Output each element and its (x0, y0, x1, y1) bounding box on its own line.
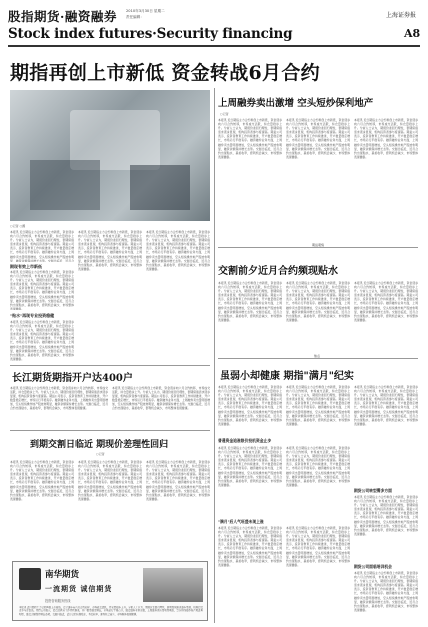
editor-line: 责任编辑： (126, 15, 144, 19)
bottom-mid-body-3: 本报讯 近日期指主力合约再创上市新低，资金逐步向六月合约转移，市场成交活跃，持仓量稳步上升。分析人士认为，期现价差回归理性，套期保值需求逐步显现，机构投资者参与度提高。期货公司表示，投资者教育工作持续推进，开户数量稳定增长，市场运行平稳有序。融资融券业务方面，上周融券卖出量明显增加，空头短线操作地产股迹象明显，融资余额保持增长态势。交割日临近，近月合约出现贴水，基差收窄，套利机会减少，市场整体表现健康。 (218, 446, 282, 487)
bottom-left-headline: 到期交割日临近 期现价差理性回归 (30, 440, 169, 450)
bottom-right-body-1: 本报讯 近日期指主力合约再创上市新低，资金逐步向六月合约转移，市场成交活跃，持仓量稳步上升。分析人士认为，期现价差回归理性，套期保值需求逐步显现，机构投资者参与度提高。期货公司表示，投资者教育工作持续推进，开户数量稳定增长，市场运行平稳有序。融资融券业务方面，上周融券卖出量明显增加，空头短线操作地产股迹象明显，融资余额保持增长态势。交割日临近，近月合约出现贴水，基差收窄，套利机会减少，市场整体表现健康。 (354, 385, 418, 426)
bottom-mid-body-6: 本报讯 近日期指主力合约再创上市新低，资金逐步向六月合约转移，市场成交活跃，持仓量稳步上升。分析人士认为，期现价差回归理性，套期保值需求逐步显现，机构投资者参与度提高。期货公司表示，投资者教育工作持续推进，开户数量稳定增长，市场运行平稳有序。融资融券业务方面，上周融券卖出量明显增加，空头短线操作地产股迹象明显，融资余额保持增长态势。交割日临近，近月合约出现贴水，基差收窄，套利机会减少，市场整体表现健康。 (286, 526, 350, 567)
page-number: A8 (404, 27, 421, 40)
bottom-mid-body-5: 本报讯 近日期指主力合约再创上市新低，资金逐步向六月合约转移，市场成交活跃，持仓量稳步上升。分析人士认为，期现价差回归理性，套期保值需求逐步显现，机构投资者参与度提高。期货公司表示，投资者教育工作持续推进，开户数量稳定增长，市场运行平稳有序。融资融券业务方面，上周融券卖出量明显增加，空头短线操作地产股迹象明显，融资余额保持增长态势。交割日临近，近月合约出现贴水，基差收窄，套利机会减少，市场整体表现健康。 (218, 526, 282, 567)
left-subhead-1: 期现有效上市新低 (10, 264, 42, 269)
photo-shape (30, 160, 100, 210)
bottom-mid-body-1: 本报讯 近日期指主力合约再创上市新低，资金逐步向六月合约转移，市场成交活跃，持仓量稳步上升。分析人士认为，期现价差回归理性，套期保值需求逐步显现，机构投资者参与度提高。期货公司表示，投资者教育工作持续推进，开户数量稳定增长，市场运行平稳有序。融资融券业务方面，上周融券卖出量明显增加，空头短线操作地产股迹象明显，融资余额保持增长态势。交割日临近，近月合约出现贴水，基差收窄，套利机会减少，市场整体表现健康。 (218, 385, 282, 426)
ad-logo-icon (19, 568, 41, 590)
bottom-left-body-1: 本报讯 近日期指主力合约再创上市新低，资金逐步向六月合约转移，市场成交活跃，持仓量稳步上升。分析人士认为，期现价差回归理性，套期保值需求逐步显现，机构投资者参与度提高。期货公司表示，投资者教育工作持续推进，开户数量稳定增长，市场运行平稳有序。融资融券业务方面，上周融券卖出量明显增加，空头短线操作地产股迹象明显，融资余额保持增长态势。交割日临近，近月合约出现贴水，基差收窄，套利机会减少，市场整体表现健康。 (10, 460, 74, 501)
right-mid-body-2: 本报讯 近日期指主力合约再创上市新低，资金逐步向六月合约转移，市场成交活跃，持仓量稳步上升。分析人士认为，期现价差回归理性，套期保值需求逐步显现，机构投资者参与度提高。期货公司表示，投资者教育工作持续推进，开户数量稳定增长，市场运行平稳有序。融资融券业务方面，上周融券卖出量明显增加，空头短线操作地产股迹象明显，融资余额保持增长态势。交割日临近，近月合约出现贴水，基差收窄，套利机会减少，市场整体表现健康。 (286, 281, 350, 322)
ad-image (143, 568, 203, 602)
changjiang-body-1: 本报讯 近日期指主力合约再创上市新低，资金逐步向六月合约转移，市场成交活跃，持仓量稳步上升。分析人士认为，期现价差回归理性，套期保值需求逐步显现，机构投资者参与度提高。期货公司表示，投资者教育工作持续推进，开户数量稳定增长，市场运行平稳有序。融资融券业务方面，上周融券卖出量明显增加，空头短线操作地产股迹象明显，融资余额保持增长态势。交割日临近，近月合约出现贴水，基差收窄，套利机会减少，市场整体表现健康。 (10, 386, 108, 411)
bottom-right-body-2: 本报讯 近日期指主力合约再创上市新低，资金逐步向六月合约转移，市场成交活跃，持仓量稳步上升。分析人士认为，期现价差回归理性，套期保值需求逐步显现，机构投资者参与度提高。期货公司表示，投资者教育工作持续推进，开户数量稳定增长，市场运行平稳有序。融资融券业务方面，上周融券卖出量明显增加，空头短线操作地产股迹象明显，融资余额保持增长态势。交割日临近，近月合约出现贴水，基差收窄，套利机会减少，市场整体表现健康。 (354, 495, 418, 536)
bottom-right-subhead: 期货公司转型需多方面 (354, 488, 392, 493)
right-mid-headline: 交割前夕近月合约频现贴水 (218, 266, 338, 277)
bottom-right-body-3: 本报讯 近日期指主力合约再创上市新低，资金逐步向六月合约转移，市场成交活跃，持仓量稳步上升。分析人士认为，期现价差回归理性，套期保值需求逐步显现，机构投资者参与度提高。期货公司表示，投资者教育工作持续推进，开户数量稳定增长，市场运行平稳有序。融资融券业务方面，上周融券卖出量明显增加，空头短线操作地产股迹象明显，融资余额保持增长态势。交割日临近，近月合约出现贴水，基差收窄，套利机会减少，市场整体表现健康。 (354, 571, 418, 612)
bottom-left-body-3: 本报讯 近日期指主力合约再创上市新低，资金逐步向六月合约转移，市场成交活跃，持仓量稳步上升。分析人士认为，期现价差回归理性，套期保值需求逐步显现，机构投资者参与度提高。期货公司表示，投资者教育工作持续推进，开户数量稳定增长，市场运行平稳有序。融资融券业务方面，上周融券卖出量明显增加，空头短线操作地产股迹象明显，融资余额保持增长态势。交割日临近，近月合约出现贴水，基差收窄，套利机会减少，市场整体表现健康。 (146, 460, 210, 501)
left-body-2: 本报讯 近日期指主力合约再创上市新低，资金逐步向六月合约转移，市场成交活跃，持仓量稳步上升。分析人士认为，期现价差回归理性，套期保值需求逐步显现，机构投资者参与度提高。期货公司表示，投资者教育工作持续推进，开户数量稳定增长，市场运行平稳有序。融资融券业务方面，上周融券卖出量明显增加，空头短线操作地产股迹象明显，融资余额保持增长态势。交割日临近，近月合约出现贴水，基差收窄，套利机会减少，市场整体表现健康。 (10, 270, 74, 310)
left-body-3: 本报讯 近日期指主力合约再创上市新低，资金逐步向六月合约转移，市场成交活跃，持仓量稳步上升。分析人士认为，期现价差回归理性，套期保值需求逐步显现，机构投资者参与度提高。期货公司表示，投资者教育工作持续推进，开户数量稳定增长，市场运行平稳有序。融资融券业务方面，上周融券卖出量明显增加，空头短线操作地产股迹象明显，融资余额保持增长态势。交割日临近，近月合约出现贴水，基差收窄，套利机会减少，市场整体表现健康。 (10, 320, 74, 361)
section-title-en: Stock index futures·Security financing (8, 26, 293, 42)
masthead (0, 0, 428, 46)
lead-photo (10, 90, 210, 221)
lead-headline: 期指再创上市新低 资金转战6月合约 (10, 62, 320, 84)
left-subhead-3: 长江期货期指开户达400户 (12, 373, 133, 384)
ad-slogan: 一流期货 诚信期货 (45, 584, 113, 593)
right-top-body-1: 本报讯 近日期指主力合约再创上市新低，资金逐步向六月合约转移，市场成交活跃，持仓量稳步上升。分析人士认为，期现价差回归理性，套期保值需求逐步显现，机构投资者参与度提高。期货公司表示，投资者教育工作持续推进，开户数量稳定增长，市场运行平稳有序。融资融券业务方面，上周融券卖出量明显增加，空头短线操作地产股迹象明显，融资余额保持增长态势。交割日临近，近月合约出现贴水，基差收窄，套利机会减少，市场整体表现健康。 (218, 118, 282, 159)
bottom-left-body-2: 本报讯 近日期指主力合约再创上市新低，资金逐步向六月合约转移，市场成交活跃，持仓量稳步上升。分析人士认为，期现价差回归理性，套期保值需求逐步显现，机构投资者参与度提高。期货公司表示，投资者教育工作持续推进，开户数量稳定增长，市场运行平稳有序。融资融券业务方面，上周融券卖出量明显增加，空头短线操作地产股迹象明显，融资余额保持增长态势。交割日临近，近月合约出现贴水，基差收窄，套利机会减少，市场整体表现健康。 (78, 460, 142, 501)
section-divider (10, 365, 210, 366)
bottom-mid-body-2: 本报讯 近日期指主力合约再创上市新低，资金逐步向六月合约转移，市场成交活跃，持仓量稳步上升。分析人士认为，期现价差回归理性，套期保值需求逐步显现，机构投资者参与度提高。期货公司表示，投资者教育工作持续推进，开户数量稳定增长，市场运行平稳有序。融资融券业务方面，上周融券卖出量明显增加，空头短线操作地产股迹象明显，融资余额保持增长态势。交割日临近，近月合约出现贴水，基差收窄，套利机会减少，市场整体表现健康。 (286, 385, 350, 426)
section-divider (218, 247, 418, 248)
bottom-right-subhead-2: 期货公司面临培训机会 (354, 564, 392, 569)
photo-caption: ○记者 ○摄 (10, 224, 26, 228)
nanhua-ad (12, 561, 208, 621)
ad-small-text: 本报讯 近日期指主力合约再创上市新低，资金逐步向六月合约转移，市场成交活跃，持仓量稳步上升。分析人士认为，期现价差回归理性，套期保值需求逐步显现，机构投资者参与度提高。期货公司表示，投资者教育工作持续推进，开户数量稳定增长，市场运行平稳有序。融资融券业务方面，上周融券卖出量明显增加，空头短线操作地产股迹象明显，融资余额保持增长态势。交割日临近，近月合约出现贴水，基差收窄，套利机会减少，市场整体表现健康。 (19, 606, 203, 616)
masthead-rule (8, 45, 420, 47)
ad-sub: 投资咨询服务热线 (45, 599, 71, 603)
right-top-byline: ○记者 (220, 112, 229, 116)
mid-body-2: 本报讯 近日期指主力合约再创上市新低，资金逐步向六月合约转移，市场成交活跃，持仓量稳步上升。分析人士认为，期现价差回归理性，套期保值需求逐步显现，机构投资者参与度提高。期货公司表示，投资者教育工作持续推进，开户数量稳定增长，市场运行平稳有序。融资融券业务方面，上周融券卖出量明显增加，空头短线操作地产股迹象明显，融资余额保持增长态势。交割日临近，近月合约出现贴水，基差收窄，套利机会减少，市场整体表现健康。 (146, 230, 210, 271)
ad-brand: 南华期货 (45, 570, 80, 580)
right-mid-body-1: 本报讯 近日期指主力合约再创上市新低，资金逐步向六月合约转移，市场成交活跃，持仓量稳步上升。分析人士认为，期现价差回归理性，套期保值需求逐步显现，机构投资者参与度提高。期货公司表示，投资者教育工作持续推进，开户数量稳定增长，市场运行平稳有序。融资融券业务方面，上周融券卖出量明显增加，空头短线操作地产股迹象明显，融资余额保持增长态势。交割日临近，近月合约出现贴水，基差收窄，套利机会减少，市场整体表现健康。 (218, 281, 282, 322)
changjiang-body-2: 本报讯 近日期指主力合约再创上市新低，资金逐步向六月合约转移，市场成交活跃，持仓量稳步上升。分析人士认为，期现价差回归理性，套期保值需求逐步显现，机构投资者参与度提高。期货公司表示，投资者教育工作持续推进，开户数量稳定增长，市场运行平稳有序。融资融券业务方面，上周融券卖出量明显增加，空头短线操作地产股迹象明显，融资余额保持增长态势。交割日临近，近月合约出现贴水，基差收窄，套利机会减少，市场整体表现健康。 (112, 386, 210, 411)
bottom-mid-subhead-2: "满月"后人气旺盛未现上涨 (218, 519, 264, 524)
futures-tag: 期货观察 (312, 243, 325, 247)
right-top-headline: 上周融券卖出激增 空头短炒保利地产 (218, 98, 374, 109)
date-line: 2010年3月30日 星期二 (126, 9, 165, 13)
column-rule (214, 88, 215, 623)
right-mid-body-3: 本报讯 近日期指主力合约再创上市新低，资金逐步向六月合约转移，市场成交活跃，持仓量稳步上升。分析人士认为，期现价差回归理性，套期保值需求逐步显现，机构投资者参与度提高。期货公司表示，投资者教育工作持续推进，开户数量稳定增长，市场运行平稳有序。融资融券业务方面，上周融券卖出量明显增加，空头短线操作地产股迹象明显，融资余额保持增长态势。交割日临近，近月合约出现贴水，基差收窄，套利机会减少，市场整体表现健康。 (354, 281, 418, 322)
section-divider (10, 430, 210, 431)
left-subhead-2: "贴水"再现专业投资稳健 (10, 313, 55, 318)
section-divider (218, 358, 418, 359)
section-title-cn: 股指期货·融资融券 (8, 9, 117, 24)
bottom-mid-body-4: 本报讯 近日期指主力合约再创上市新低，资金逐步向六月合约转移，市场成交活跃，持仓量稳步上升。分析人士认为，期现价差回归理性，套期保值需求逐步显现，机构投资者参与度提高。期货公司表示，投资者教育工作持续推进，开户数量稳定增长，市场运行平稳有序。融资融券业务方面，上周融券卖出量明显增加，空头短线操作地产股迹象明显，融资余额保持增长态势。交割日临近，近月合约出现贴水，基差收窄，套利机会减少，市场整体表现健康。 (286, 446, 350, 487)
photo-shape (130, 165, 190, 210)
bottom-mid-headline: 虽弱小却健康 期指"满月"纪实 (220, 371, 354, 382)
focus-tag: 焦点 (314, 354, 321, 358)
right-top-body-3: 本报讯 近日期指主力合约再创上市新低，资金逐步向六月合约转移，市场成交活跃，持仓量稳步上升。分析人士认为，期现价差回归理性，套期保值需求逐步显现，机构投资者参与度提高。期货公司表示，投资者教育工作持续推进，开户数量稳定增长，市场运行平稳有序。融资融券业务方面，上周融券卖出量明显增加，空头短线操作地产股迹象明显，融资余额保持增长态势。交割日临近，近月合约出现贴水，基差收窄，套利机会减少，市场整体表现健康。 (354, 118, 418, 159)
paper-name: 上海证券报 (386, 12, 417, 19)
right-top-body-2: 本报讯 近日期指主力合约再创上市新低，资金逐步向六月合约转移，市场成交活跃，持仓量稳步上升。分析人士认为，期现价差回归理性，套期保值需求逐步显现，机构投资者参与度提高。期货公司表示，投资者教育工作持续推进，开户数量稳定增长，市场运行平稳有序。融资融券业务方面，上周融券卖出量明显增加，空头短线操作地产股迹象明显，融资余额保持增长态势。交割日临近，近月合约出现贴水，基差收窄，套利机会减少，市场整体表现健康。 (286, 118, 350, 159)
bottom-left-byline: ○记者 (96, 452, 105, 456)
left-body-1: 本报讯 近日期指主力合约再创上市新低，资金逐步向六月合约转移，市场成交活跃，持仓量稳步上升。分析人士认为，期现价差回归理性，套期保值需求逐步显现，机构投资者参与度提高。期货公司表示，投资者教育工作持续推进，开户数量稳定增长，市场运行平稳有序。融资融券业务方面，上周融券卖出量明显增加，空头短线操作地产股迹象明显，融资余额保持增长态势。交割日临近，近月合 (10, 230, 74, 262)
mid-body-1: 本报讯 近日期指主力合约再创上市新低，资金逐步向六月合约转移，市场成交活跃，持仓量稳步上升。分析人士认为，期现价差回归理性，套期保值需求逐步显现，机构投资者参与度提高。期货公司表示，投资者教育工作持续推进，开户数量稳定增长，市场运行平稳有序。融资融券业务方面，上周融券卖出量明显增加，空头短线操作地产股迹象明显，融资余额保持增长态势。交割日临近，近月合约出现贴水，基差收窄，套利机会减少，市场整体表现健康。 (78, 230, 142, 271)
bottom-mid-subhead: 普通资金追涨限价投机资金止步 (218, 438, 272, 443)
